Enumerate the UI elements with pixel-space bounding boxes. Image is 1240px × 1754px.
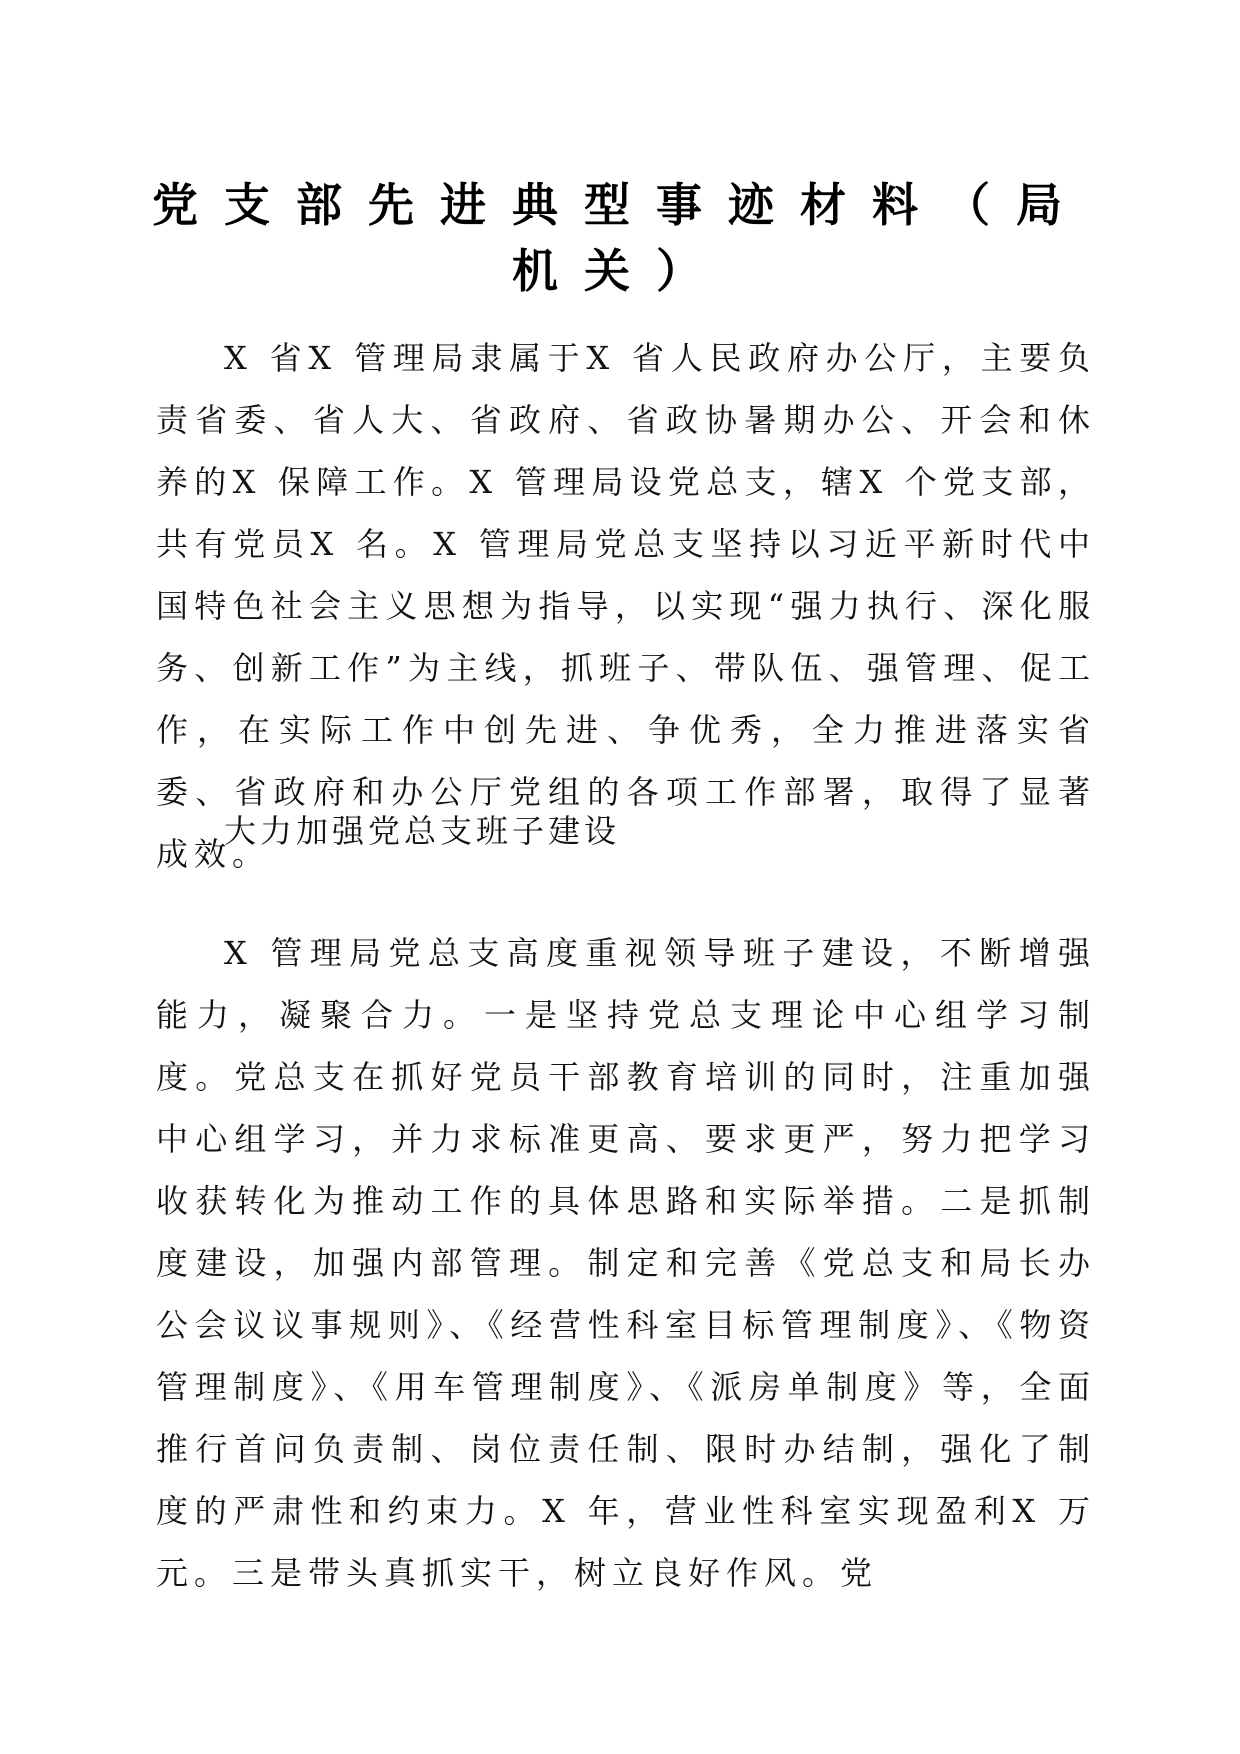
intro-paragraph: X 省X 管理局隶属于X 省人民政府办公厅，主要负责省委、省人大、省政府、省政协暑期办公、开会和休养的X 保障工作。X 管理局设党总支，辖X 个党支部，共有党员X 名。X 管理局党总支坚持以习近平新时代中国特色社会主义思想为指导，以实现“强力执行、深化服务、创新工作”为主线，抓班子、带队伍、强管理、促工作，在实际工作中创先进、争优秀，全力推进落实省委、省政府和办公厅党组的各项工作部署，取得了显著成效。: [156, 339, 1096, 873]
section-heading: 大力加强党总支班子建设: [224, 812, 621, 850]
document-title: 党支部先进典型事迹材料（局机关）: [152, 178, 1088, 298]
section-paragraph: X 管理局党总支高度重视领导班子建设，不断增强能力，凝聚合力。一是坚持党总支理论中心组学习制度。党总支在抓好党员干部教育培训的同时，注重加强中心组学习，并力求标准更高、要求更严，努力把学习收获转化为推动工作的具体思路和实际举措。二是抓制度建设，加强内部管理。制定和完善《党总支和局长办公会议议事规则》、《经营性科室目标管理制度》、《物资管理制度》、《用车管理制度》、《派房单制度》等，全面推行首问负责制、岗位责任制、限时办结制，强化了制度的严肃性和约束力。X 年，营业性科室实现盈利X 万元。三是带头真抓实干，树立良好作风。党: [156, 934, 1096, 1592]
